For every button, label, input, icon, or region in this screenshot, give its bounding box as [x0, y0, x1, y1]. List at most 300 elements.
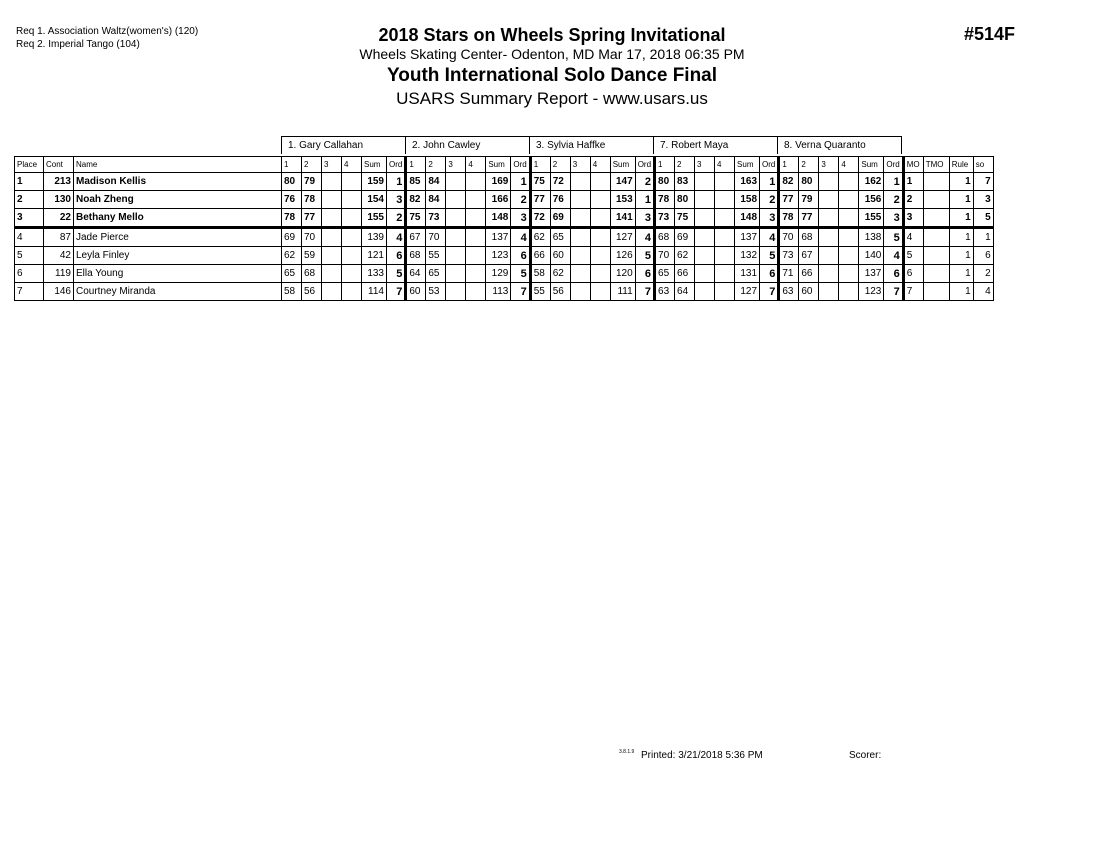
rule-cell: 1 — [949, 191, 973, 209]
sum-cell: 120 — [610, 265, 635, 283]
contestant-number-cell: 146 — [44, 283, 74, 301]
col-header-judge-2-ord: Ord — [511, 157, 530, 173]
score-cell — [446, 191, 466, 209]
score-cell: 73 — [426, 209, 446, 228]
score-cell: 69 — [282, 228, 302, 247]
col-header-judge-2-2: 2 — [426, 157, 446, 173]
score-cell — [570, 173, 590, 191]
score-cell — [819, 265, 839, 283]
skater-name-cell: Noah Zheng — [74, 191, 282, 209]
score-cell: 66 — [675, 265, 695, 283]
table-row — [15, 191, 994, 209]
score-cell: 85 — [406, 173, 426, 191]
score-cell — [570, 209, 590, 228]
skater-name-cell: Madison Kellis — [74, 173, 282, 191]
score-cell: 77 — [530, 191, 550, 209]
col-header-place: Place — [15, 157, 44, 173]
sum-cell: 166 — [486, 191, 511, 209]
rule-cell: 1 — [949, 228, 973, 247]
contestant-number-cell: 119 — [44, 265, 74, 283]
event-number: #514F — [964, 24, 1016, 44]
score-cell: 83 — [675, 173, 695, 191]
score-cell — [819, 191, 839, 209]
score-cell — [819, 247, 839, 265]
rule-cell: 1 — [949, 247, 973, 265]
tmo-cell — [923, 283, 949, 301]
sum-cell: 113 — [486, 283, 511, 301]
score-cell — [570, 283, 590, 301]
col-header-judge-3-ord: Ord — [635, 157, 654, 173]
sum-cell: 137 — [735, 228, 760, 247]
score-cell: 75 — [406, 209, 426, 228]
judge-name-4: 7. Robert Maya — [653, 136, 778, 154]
tmo-cell — [923, 247, 949, 265]
sum-cell: 156 — [859, 191, 884, 209]
sum-cell: 159 — [362, 173, 387, 191]
col-header-judge-5-3: 3 — [819, 157, 839, 173]
ordinal-cell: 1 — [387, 173, 406, 191]
col-header-judge-2-4: 4 — [466, 157, 486, 173]
ordinal-cell: 5 — [387, 265, 406, 283]
score-cell: 69 — [550, 209, 570, 228]
score-cell — [819, 283, 839, 301]
ordinal-cell: 6 — [884, 265, 903, 283]
ordinal-cell: 5 — [884, 228, 903, 247]
col-header-judge-2-3: 3 — [446, 157, 466, 173]
ordinal-cell: 7 — [760, 283, 779, 301]
score-cell: 84 — [426, 173, 446, 191]
score-cell — [839, 191, 859, 209]
score-cell — [590, 228, 610, 247]
score-cell: 73 — [655, 209, 675, 228]
score-cell — [466, 265, 486, 283]
score-cell — [466, 173, 486, 191]
col-header-judge-5-4: 4 — [839, 157, 859, 173]
ordinal-cell: 6 — [511, 247, 530, 265]
score-cell — [342, 228, 362, 247]
tmo-cell — [923, 265, 949, 283]
ordinal-cell: 4 — [760, 228, 779, 247]
score-cell: 63 — [655, 283, 675, 301]
col-header-judge-3-4: 4 — [590, 157, 610, 173]
score-cell — [695, 191, 715, 209]
score-cell — [819, 228, 839, 247]
score-cell: 78 — [302, 191, 322, 209]
ordinal-cell: 1 — [884, 173, 903, 191]
score-cell: 72 — [530, 209, 550, 228]
score-cell — [695, 247, 715, 265]
so-cell: 2 — [973, 265, 993, 283]
ordinal-cell: 4 — [635, 228, 654, 247]
place-cell: 5 — [15, 247, 44, 265]
contestant-number-cell: 87 — [44, 228, 74, 247]
score-cell — [715, 283, 735, 301]
sum-cell: 148 — [486, 209, 511, 228]
score-cell — [446, 173, 466, 191]
score-cell — [715, 228, 735, 247]
score-cell — [322, 265, 342, 283]
ordinal-cell: 2 — [635, 173, 654, 191]
score-cell — [446, 283, 466, 301]
place-cell: 6 — [15, 265, 44, 283]
tmo-cell — [923, 209, 949, 228]
col-header-judge-4-ord: Ord — [760, 157, 779, 173]
sum-cell: 138 — [859, 228, 884, 247]
score-cell: 69 — [675, 228, 695, 247]
col-header-rule: Rule — [949, 157, 973, 173]
score-cell — [819, 173, 839, 191]
score-cell — [715, 209, 735, 228]
score-cell — [446, 247, 466, 265]
score-cell — [590, 247, 610, 265]
so-cell: 6 — [973, 247, 993, 265]
score-cell: 65 — [550, 228, 570, 247]
col-header-judge-1-1: 1 — [282, 157, 302, 173]
score-cell: 58 — [282, 283, 302, 301]
ordinal-cell: 1 — [511, 173, 530, 191]
score-cell: 60 — [406, 283, 426, 301]
score-cell: 70 — [426, 228, 446, 247]
score-cell: 80 — [655, 173, 675, 191]
score-cell: 73 — [779, 247, 799, 265]
judge-name-1: 1. Gary Callahan — [281, 136, 406, 154]
score-cell — [446, 209, 466, 228]
ordinal-cell: 1 — [635, 191, 654, 209]
mo-cell: 4 — [903, 228, 923, 247]
skater-name-cell: Ella Young — [74, 265, 282, 283]
score-cell: 75 — [530, 173, 550, 191]
score-cell: 60 — [799, 283, 819, 301]
competition-title: 2018 Stars on Wheels Spring Invitational — [378, 25, 726, 45]
col-header-judge-4-4: 4 — [715, 157, 735, 173]
ordinal-cell: 7 — [387, 283, 406, 301]
score-cell: 78 — [655, 191, 675, 209]
col-header-judge-5-sum: Sum — [859, 157, 884, 173]
score-cell: 71 — [779, 265, 799, 283]
table-row — [15, 209, 994, 228]
score-cell — [839, 265, 859, 283]
score-cell — [695, 265, 715, 283]
tmo-cell — [923, 228, 949, 247]
requirement-1: Req 1. Association Waltz(women's) (120) — [16, 26, 199, 37]
col-header-judge-1-3: 3 — [322, 157, 342, 173]
col-header-judge-5-ord: Ord — [884, 157, 903, 173]
score-cell — [342, 247, 362, 265]
contestant-number-cell: 22 — [44, 209, 74, 228]
col-header-judge-1-ord: Ord — [387, 157, 406, 173]
ordinal-cell: 3 — [387, 191, 406, 209]
ordinal-cell: 1 — [760, 173, 779, 191]
sum-cell: 121 — [362, 247, 387, 265]
ordinal-cell: 2 — [760, 191, 779, 209]
rule-cell: 1 — [949, 209, 973, 228]
col-header-judge-3-1: 1 — [530, 157, 550, 173]
place-cell: 4 — [15, 228, 44, 247]
score-cell: 63 — [779, 283, 799, 301]
score-cell: 66 — [799, 265, 819, 283]
skater-name-cell: Courtney Miranda — [74, 283, 282, 301]
ordinal-cell: 4 — [884, 247, 903, 265]
judge-name-5: 8. Verna Quaranto — [777, 136, 902, 154]
score-cell: 67 — [406, 228, 426, 247]
score-cell: 62 — [282, 247, 302, 265]
score-cell — [322, 209, 342, 228]
so-cell: 1 — [973, 228, 993, 247]
score-cell: 80 — [675, 191, 695, 209]
score-cell: 62 — [550, 265, 570, 283]
contestant-number-cell: 42 — [44, 247, 74, 265]
sum-cell: 155 — [859, 209, 884, 228]
sum-cell: 127 — [610, 228, 635, 247]
score-cell — [590, 283, 610, 301]
score-cell: 68 — [302, 265, 322, 283]
score-cell — [342, 191, 362, 209]
score-cell — [819, 209, 839, 228]
place-cell: 2 — [15, 191, 44, 209]
score-cell — [570, 228, 590, 247]
requirement-2: Req 2. Imperial Tango (104) — [16, 39, 140, 50]
col-header-judge-5-2: 2 — [799, 157, 819, 173]
col-header-judge-2-1: 1 — [406, 157, 426, 173]
col-header-judge-4-sum: Sum — [735, 157, 760, 173]
ordinal-cell: 4 — [387, 228, 406, 247]
ordinal-cell: 3 — [511, 209, 530, 228]
col-header-judge-4-2: 2 — [675, 157, 695, 173]
score-cell — [695, 173, 715, 191]
sum-cell: 127 — [735, 283, 760, 301]
score-cell: 68 — [799, 228, 819, 247]
score-cell — [322, 228, 342, 247]
score-cell — [466, 228, 486, 247]
sum-cell: 158 — [735, 191, 760, 209]
score-cell: 56 — [302, 283, 322, 301]
score-cell: 64 — [675, 283, 695, 301]
place-cell: 3 — [15, 209, 44, 228]
ordinal-cell: 3 — [760, 209, 779, 228]
requirements-list — [16, 25, 198, 51]
score-cell: 80 — [799, 173, 819, 191]
score-cell: 65 — [655, 265, 675, 283]
col-header-mo: MO — [903, 157, 923, 173]
sum-cell: 169 — [486, 173, 511, 191]
table-row — [15, 247, 994, 265]
score-cell: 79 — [799, 191, 819, 209]
mo-cell: 1 — [903, 173, 923, 191]
score-cell — [715, 191, 735, 209]
sum-cell: 141 — [610, 209, 635, 228]
tmo-cell — [923, 173, 949, 191]
ordinal-cell: 7 — [511, 283, 530, 301]
score-cell: 78 — [282, 209, 302, 228]
score-cell: 76 — [550, 191, 570, 209]
score-cell: 77 — [302, 209, 322, 228]
score-cell — [466, 209, 486, 228]
sum-cell: 123 — [859, 283, 884, 301]
score-cell: 82 — [779, 173, 799, 191]
score-cell: 72 — [550, 173, 570, 191]
sum-cell: 140 — [859, 247, 884, 265]
score-cell — [590, 173, 610, 191]
mo-cell: 3 — [903, 209, 923, 228]
score-cell — [322, 247, 342, 265]
score-cell — [342, 265, 362, 283]
sum-cell: 137 — [486, 228, 511, 247]
score-cell: 55 — [426, 247, 446, 265]
skater-name-cell: Leyla Finley — [74, 247, 282, 265]
so-cell: 5 — [973, 209, 993, 228]
score-cell — [466, 247, 486, 265]
score-cell: 60 — [550, 247, 570, 265]
mo-cell: 5 — [903, 247, 923, 265]
ordinal-cell: 6 — [760, 265, 779, 283]
sum-cell: 148 — [735, 209, 760, 228]
ordinal-cell: 6 — [635, 265, 654, 283]
sum-cell: 129 — [486, 265, 511, 283]
score-cell: 59 — [302, 247, 322, 265]
score-cell: 77 — [779, 191, 799, 209]
col-header-so: so — [973, 157, 993, 173]
col-header-judge-3-2: 2 — [550, 157, 570, 173]
score-cell: 68 — [406, 247, 426, 265]
col-header-judge-5-1: 1 — [779, 157, 799, 173]
sum-cell: 162 — [859, 173, 884, 191]
sum-cell: 153 — [610, 191, 635, 209]
score-cell: 70 — [655, 247, 675, 265]
score-cell — [570, 191, 590, 209]
table-row — [15, 265, 994, 283]
col-header-judge-1-4: 4 — [342, 157, 362, 173]
score-cell — [695, 283, 715, 301]
score-cell: 65 — [426, 265, 446, 283]
rule-cell: 1 — [949, 283, 973, 301]
score-cell: 66 — [530, 247, 550, 265]
score-cell: 62 — [675, 247, 695, 265]
scorer-label: Scorer: — [849, 750, 882, 761]
event-name: Youth International Solo Dance Final — [386, 65, 718, 86]
score-cell — [715, 265, 735, 283]
score-cell: 76 — [282, 191, 302, 209]
score-cell — [570, 265, 590, 283]
score-cell — [446, 228, 466, 247]
ordinal-cell: 5 — [760, 247, 779, 265]
col-header-judge-1-sum: Sum — [362, 157, 387, 173]
score-cell — [590, 191, 610, 209]
score-cell: 62 — [530, 228, 550, 247]
sum-cell: 126 — [610, 247, 635, 265]
score-cell: 84 — [426, 191, 446, 209]
score-cell — [466, 283, 486, 301]
sum-cell: 163 — [735, 173, 760, 191]
mo-cell: 2 — [903, 191, 923, 209]
judge-name-2: 2. John Cawley — [405, 136, 530, 154]
so-cell: 7 — [973, 173, 993, 191]
score-cell — [570, 247, 590, 265]
score-cell — [322, 283, 342, 301]
results-table — [14, 156, 994, 301]
ordinal-cell: 2 — [387, 209, 406, 228]
sum-cell: 147 — [610, 173, 635, 191]
col-header-judge-3-3: 3 — [570, 157, 590, 173]
col-header-judge-2-sum: Sum — [486, 157, 511, 173]
ordinal-cell: 5 — [511, 265, 530, 283]
place-cell: 7 — [15, 283, 44, 301]
ordinal-cell: 2 — [511, 191, 530, 209]
ordinal-cell: 6 — [387, 247, 406, 265]
skater-name-cell: Jade Pierce — [74, 228, 282, 247]
score-cell: 68 — [655, 228, 675, 247]
score-cell: 82 — [406, 191, 426, 209]
score-cell — [695, 228, 715, 247]
score-cell: 55 — [530, 283, 550, 301]
mo-cell: 6 — [903, 265, 923, 283]
sum-cell: 155 — [362, 209, 387, 228]
col-header-name: Name — [74, 157, 282, 173]
judge-name-3: 3. Sylvia Haffke — [529, 136, 654, 154]
score-cell: 79 — [302, 173, 322, 191]
score-cell — [590, 265, 610, 283]
table-row — [15, 228, 994, 247]
sum-cell: 123 — [486, 247, 511, 265]
ordinal-cell: 3 — [884, 209, 903, 228]
ordinal-cell: 5 — [635, 247, 654, 265]
tmo-cell — [923, 191, 949, 209]
printed-timestamp: Printed: 3/21/2018 5:36 PM — [641, 750, 763, 761]
sum-cell: 131 — [735, 265, 760, 283]
rule-cell: 1 — [949, 265, 973, 283]
place-cell: 1 — [15, 173, 44, 191]
score-cell — [322, 191, 342, 209]
col-header-judge-1-2: 2 — [302, 157, 322, 173]
score-cell — [715, 247, 735, 265]
col-header-judge-4-3: 3 — [695, 157, 715, 173]
score-cell — [342, 283, 362, 301]
score-cell: 80 — [282, 173, 302, 191]
score-cell: 58 — [530, 265, 550, 283]
sum-cell: 154 — [362, 191, 387, 209]
score-cell — [839, 209, 859, 228]
score-cell: 65 — [282, 265, 302, 283]
score-cell: 56 — [550, 283, 570, 301]
score-cell — [839, 228, 859, 247]
version-label: 3.8.1.9 — [619, 749, 635, 755]
table-row — [15, 283, 994, 301]
score-cell — [839, 173, 859, 191]
sum-cell: 139 — [362, 228, 387, 247]
score-cell: 77 — [799, 209, 819, 228]
score-cell — [839, 283, 859, 301]
sum-cell: 114 — [362, 283, 387, 301]
table-header-row — [15, 157, 994, 173]
venue-line: Wheels Skating Center- Odenton, MD Mar 17, 2018 06:35 PM — [359, 46, 745, 62]
so-cell: 4 — [973, 283, 993, 301]
score-cell: 78 — [779, 209, 799, 228]
score-cell: 64 — [406, 265, 426, 283]
score-cell: 75 — [675, 209, 695, 228]
score-cell — [839, 247, 859, 265]
score-cell — [342, 173, 362, 191]
contestant-number-cell: 213 — [44, 173, 74, 191]
report-name: USARS Summary Report - www.usars.us — [396, 89, 708, 108]
score-cell — [466, 191, 486, 209]
ordinal-cell: 3 — [635, 209, 654, 228]
col-header-tmo: TMO — [923, 157, 949, 173]
ordinal-cell: 4 — [511, 228, 530, 247]
sum-cell: 132 — [735, 247, 760, 265]
score-cell — [446, 265, 466, 283]
score-cell — [695, 209, 715, 228]
ordinal-cell: 7 — [635, 283, 654, 301]
so-cell: 3 — [973, 191, 993, 209]
